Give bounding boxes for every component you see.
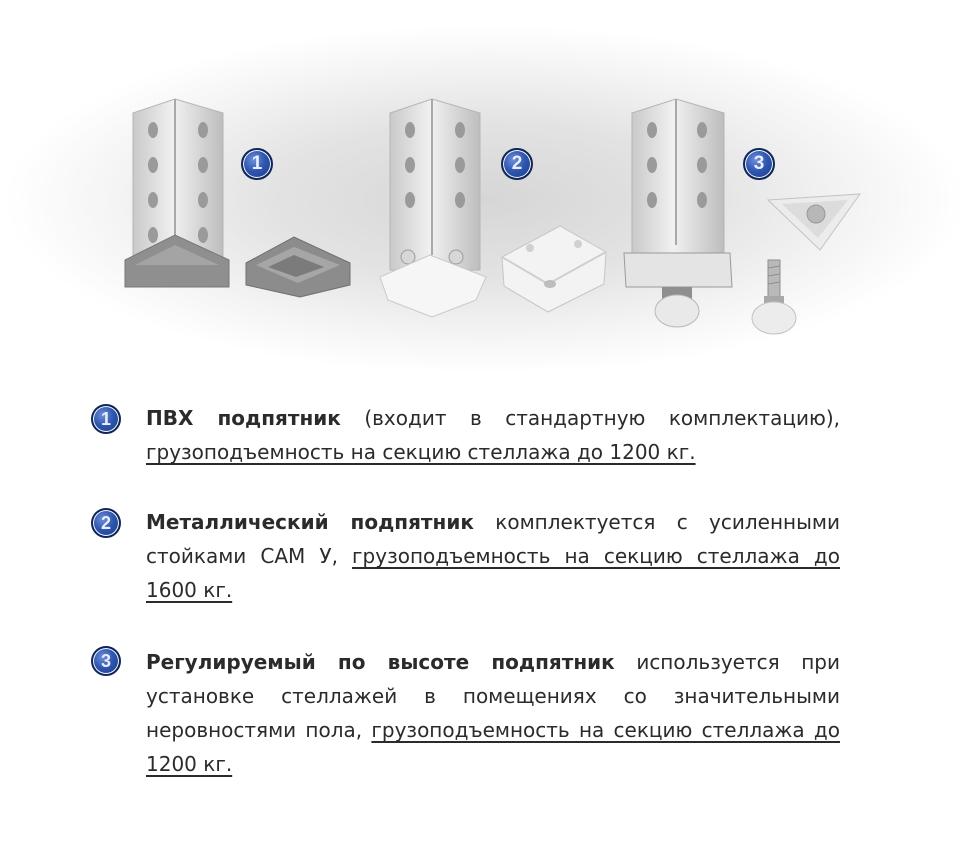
metal-foot-description: [146, 505, 840, 607]
list-badge-1: 1: [91, 404, 121, 434]
number-badge-2: 2: [501, 148, 533, 180]
list-badge-2: 2: [91, 508, 121, 538]
adjustable-foot-base-image: [764, 192, 864, 254]
adjustable-foot-post-image: [622, 95, 737, 335]
metal-foot-image: [500, 222, 610, 317]
pvc-foot-image: [244, 235, 354, 300]
metal-foot-text: комплектуется с усиленными стойками САМ У,: [146, 510, 840, 568]
metal-foot-capacity: грузоподъемность на секцию стеллажа до 1600 кг.: [146, 544, 840, 602]
pvc-foot-post-image: [125, 95, 235, 295]
adjustable-foot-title: Регулируемый по высоте подпятник: [146, 650, 615, 674]
adjustable-foot-capacity: грузоподъемность на секцию стеллажа до 1200 кг.: [146, 718, 840, 776]
pvc-foot-description: [146, 401, 840, 469]
pvc-foot-text: (входит в стандартную комплектацию),: [340, 406, 840, 430]
adjustable-foot-bolt-image: [750, 258, 800, 338]
pvc-foot-title: ПВХ подпятник: [146, 406, 341, 430]
pvc-foot-capacity: грузоподъемность на секцию стеллажа до 1200 кг.: [146, 440, 696, 464]
number-badge-1: 1: [241, 148, 273, 180]
metal-foot-post-image: [380, 95, 490, 320]
product-photo-area: [0, 0, 970, 370]
adjustable-foot-description: [146, 645, 840, 781]
metal-foot-title: Металлический подпятник: [146, 510, 474, 534]
adjustable-foot-text: используется при установке стеллажей в помещениях со значительными неровностями пола,: [146, 650, 840, 742]
number-badge-3: 3: [743, 148, 775, 180]
list-badge-3: 3: [91, 646, 121, 676]
